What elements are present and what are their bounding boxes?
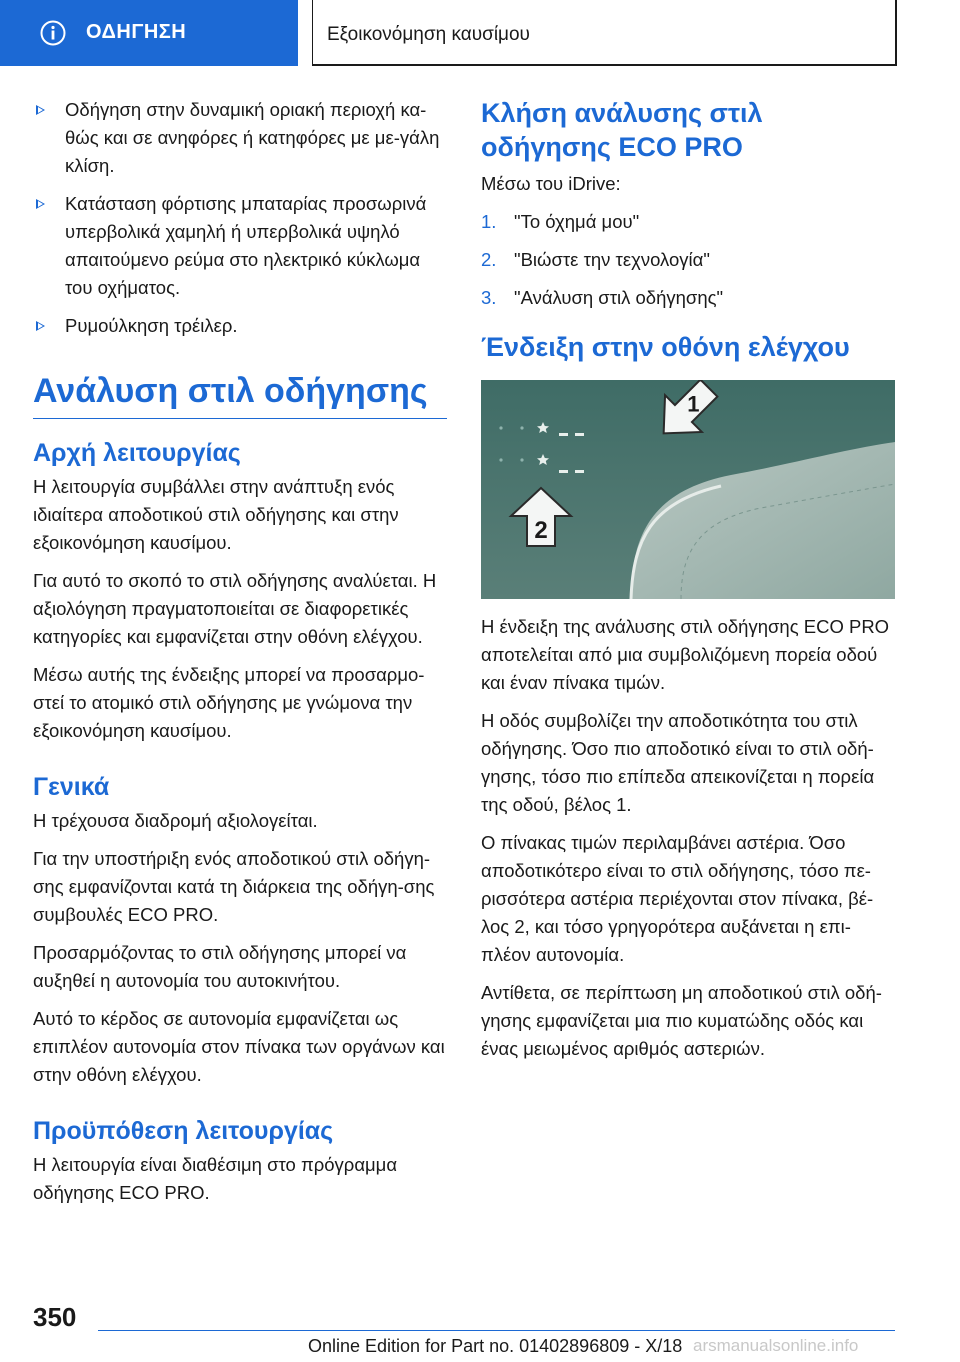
right-column bbox=[481, 96, 895, 1073]
main-heading: Ανάλυση στιλ οδήγησης bbox=[33, 372, 428, 410]
paragraph: Ο πίνακας τιμών περιλαμβάνει αστέρια. Όσο αποδοτικότερο είναι το στιλ οδήγησης, τόσο πε-ρισσότερα αστέρια περιέχονται στον πίνακα, βέ-λος 2, και τόσο γρηγορότερα αυξάνεται η επι-πλέον αυτονομία. bbox=[481, 832, 874, 965]
arrow-1-label: 1 bbox=[687, 391, 700, 417]
list-item bbox=[33, 312, 447, 340]
principle-heading: Αρχή λειτουργίας bbox=[33, 439, 241, 467]
paragraph: Η λειτουργία είναι διαθέσιμη στο πρόγραμμα οδήγησης ECO PRO. bbox=[33, 1154, 398, 1203]
section-title-tab bbox=[312, 0, 897, 66]
paragraph: Αυτό το κέρδος σε αυτονομία εμφανίζεται ως επιπλέον αυτονομία στον πίνακα των οργάνων και στην οθόνη ελέγχου. bbox=[33, 1008, 445, 1085]
step-text: "Ανάλυση στιλ οδήγησης" bbox=[514, 287, 724, 308]
list-item bbox=[33, 96, 447, 180]
step-item bbox=[481, 246, 895, 274]
paragraph: Η οδός συμβολίζει την αποδοτικότητα του στιλ οδήγησης. Όσο πιο αποδοτικό είναι το στιλ οδή-γησης, τόσο πιο επίπεδα απεικονίζεται η πορεία της οδού, βέλος 1. bbox=[481, 710, 875, 815]
step-number: 3. bbox=[481, 287, 497, 308]
step-item bbox=[481, 208, 895, 236]
paragraph: Η ένδειξη της ανάλυσης στιλ οδήγησης ECO PRO αποτελείται από μια συμβολιζόμενη πορεία οδού και έναν πίνακα τιμών. bbox=[481, 616, 890, 693]
idrive-intro: Μέσω του iDrive: bbox=[481, 173, 621, 194]
arrow-2-label: 2 bbox=[534, 517, 548, 544]
triangle-bullet-icon bbox=[36, 321, 45, 331]
watermark: arsmanualsonline.info bbox=[693, 1336, 859, 1355]
display-heading: Ένδειξη στην οθόνη ελέγχου bbox=[481, 332, 850, 362]
eco-pro-display-illustration bbox=[481, 380, 895, 599]
page-number: 350 bbox=[33, 1302, 77, 1332]
tab-driving-label: ΟΔΗΓΗΣΗ bbox=[86, 21, 187, 43]
triangle-bullet-icon bbox=[36, 105, 45, 115]
footer-divider bbox=[98, 1330, 895, 1331]
edition-text: Online Edition for Part no. 01402896809 - X/18 bbox=[308, 1336, 683, 1356]
step-number: 2. bbox=[481, 249, 497, 270]
requirement-heading: Προϋπόθεση λειτουργίας bbox=[33, 1117, 334, 1145]
paragraph: Η τρέχουσα διαδρομή αξιολογείται. bbox=[33, 810, 318, 831]
top-bar bbox=[0, 0, 960, 66]
info-icon bbox=[40, 20, 66, 46]
steps-list bbox=[481, 208, 895, 312]
step-item bbox=[481, 284, 895, 312]
list-item-text: Ρυμούλκηση τρέιλερ. bbox=[65, 315, 238, 336]
paragraph: Μέσω αυτής της ένδειξης μπορεί να προσαρμο-στεί το ατομικό στιλ οδήγησης με γνώμονα την εξοικονόμηση καυσίμου. bbox=[33, 664, 425, 741]
paragraph: Προσαρμόζοντας το στιλ οδήγησης μπορεί να αυξηθεί η αυτονομία του αυτοκινήτου. bbox=[33, 942, 407, 991]
list-item-text: Οδήγηση στην δυναμική οριακή περιοχή κα-θώς και σε ανηφόρες ή κατηφόρες με με-γάλη κλίση. bbox=[65, 99, 440, 176]
paragraph: Η λειτουργία συμβάλλει στην ανάπτυξη ενός ιδιαίτερα αποδοτικού στιλ οδήγησης και στην εξοικονόμηση καυσίμου. bbox=[33, 476, 399, 553]
paragraph: Για την υποστήριξη ενός αποδοτικού στιλ οδήγη-σης εμφανίζονται κατά τη διάρκεια της οδήγη-σης συμβουλές ECO PRO. bbox=[33, 848, 435, 925]
left-column bbox=[33, 96, 447, 1217]
call-heading: Κλήση ανάλυσης στιλ οδήγησης ECO PRO bbox=[481, 98, 763, 162]
list-item bbox=[33, 190, 447, 302]
paragraph: Αντίθετα, σε περίπτωση μη αποδοτικού στιλ οδή-γησης εμφανίζεται μια πιο κυματώδης οδός και ένας μειωμένος αριθμός αστεριών. bbox=[481, 982, 882, 1059]
section-title: Εξοικονόμηση καυσίμου bbox=[327, 24, 530, 45]
list-item-text: Κατάσταση φόρτισης μπαταρίας προσωρινά υπερβολικά χαμηλή ή υπερβολικά υψηλό απαιτούμενο ρεύμα στο ηλεκτρικό κύκλωμα του οχήματος. bbox=[65, 193, 427, 298]
step-text: "Βιώστε την τεχνολογία" bbox=[514, 249, 710, 270]
step-text: "Το όχημά μου" bbox=[514, 211, 640, 232]
paragraph: Για αυτό το σκοπό το στιλ οδήγησης αναλύεται. Η αξιολόγηση πραγματοποιείται σε διαφορετικές κατηγορίες και εμφανίζεται στην οθόνη ελέγχου. bbox=[33, 570, 437, 647]
condition-list bbox=[33, 96, 447, 340]
heading-divider bbox=[33, 418, 447, 419]
tab-driving[interactable] bbox=[0, 0, 298, 66]
eco-pro-display-figure bbox=[481, 380, 895, 599]
general-heading: Γενικά bbox=[33, 773, 110, 801]
triangle-bullet-icon bbox=[36, 199, 45, 209]
step-number: 1. bbox=[481, 211, 497, 232]
